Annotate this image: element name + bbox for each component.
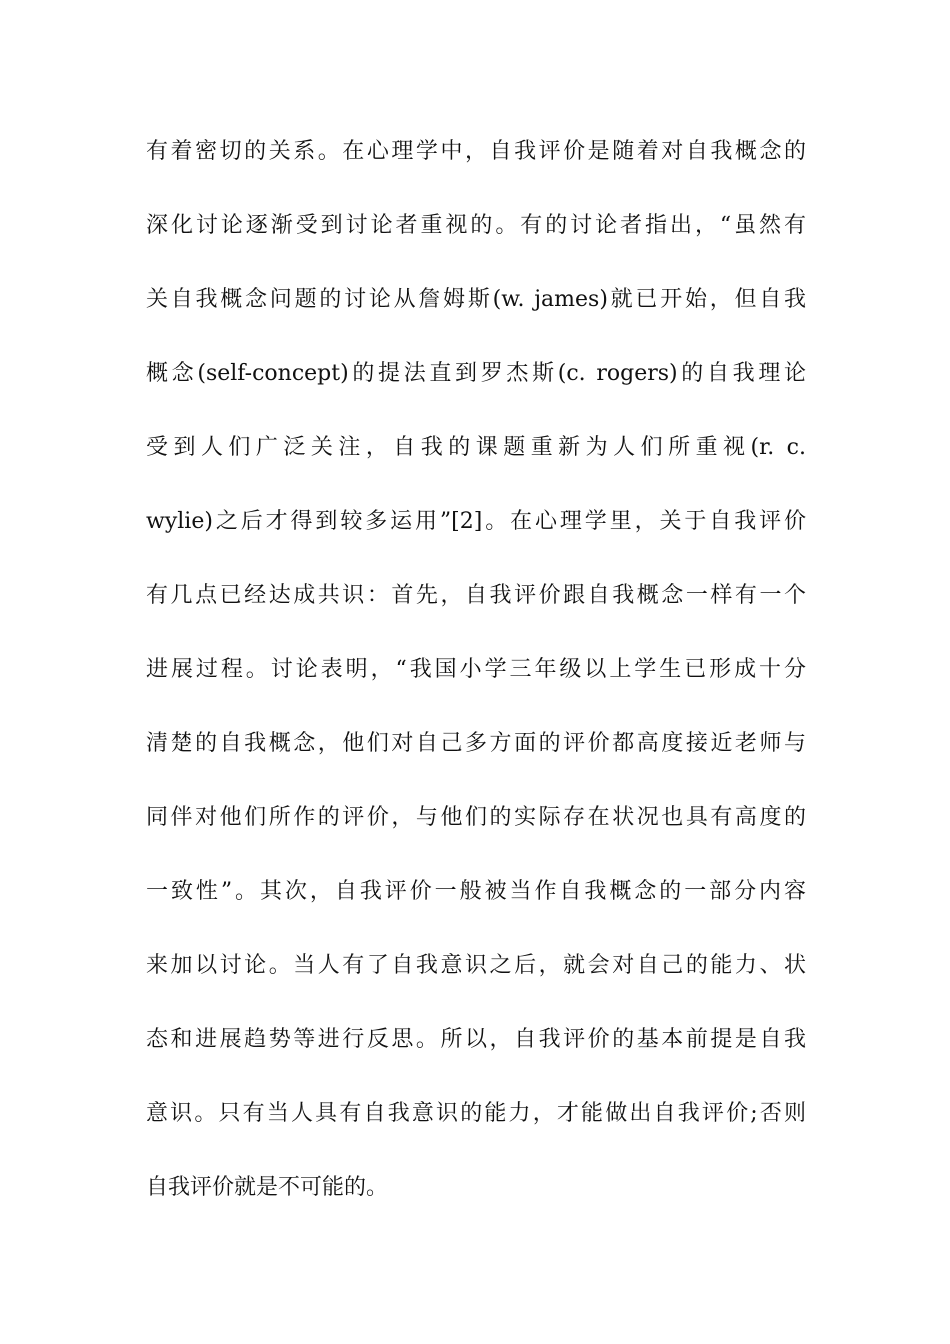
- text-line-14: 意识。只有当人具有自我意识的能力，才能做出自我评价;否则: [146, 1101, 806, 1126]
- text-line-12: 来加以讨论。当人有了自我意识之后，就会对自己的能力、状: [146, 953, 806, 978]
- text-line-15: 自我评价就是不可能的。: [146, 1175, 389, 1200]
- text-line-3: 关自我概念问题的讨论从詹姆斯(w. james)就已开始，但自我: [146, 287, 806, 312]
- text-line-13: 态和进展趋势等进行反思。所以，自我评价的基本前提是自我: [146, 1027, 806, 1052]
- text-line-7: 有几点已经达成共识：首先，自我评价跟自我概念一样有一个: [146, 583, 806, 608]
- text-line-4: 概念(self-concept)的提法直到罗杰斯(c. rogers)的自我理论: [146, 361, 806, 386]
- text-line-9: 清楚的自我概念，他们对自己多方面的评价都高度接近老师与: [146, 731, 806, 756]
- text-line-8: 进展过程。讨论表明，“我国小学三年级以上学生已形成十分: [146, 657, 806, 682]
- text-line-6: wylie)之后才得到较多运用”[2]。在心理学里，关于自我评价: [146, 509, 806, 534]
- text-line-2: 深化讨论逐渐受到讨论者重视的。有的讨论者指出，“虽然有: [146, 213, 806, 238]
- text-line-10: 同伴对他们所作的评价，与他们的实际存在状况也具有高度的: [146, 805, 806, 830]
- body-paragraph: [146, 132, 806, 1242]
- text-line-11: 一致性”。其次，自我评价一般被当作自我概念的一部分内容: [146, 879, 806, 904]
- text-line-1: 有着密切的关系。在心理学中，自我评价是随着对自我概念的: [146, 139, 806, 164]
- text-line-5: 受到人们广泛关注，自我的课题重新为人们所重视(r. c.: [146, 435, 806, 460]
